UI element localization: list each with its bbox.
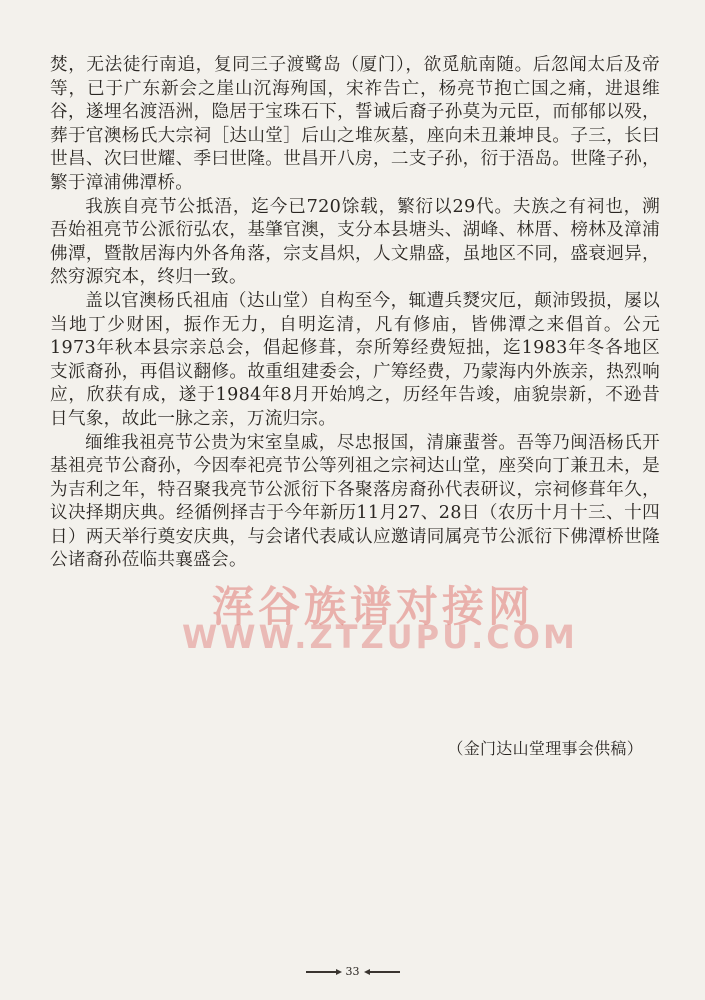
footer-ornament-left: [306, 971, 340, 973]
source-credit: （金门达山堂理事会供稿）: [447, 739, 643, 758]
footer-ornament-right: [366, 971, 400, 973]
paragraph-temple-history: 盖以官澳杨氏祖庙（达山堂）自构至今，辄遭兵燹灾厄，颠沛毁损，屡以当地丁少财困，振作无力，自明迄清，凡有修庙，皆佛潭之来倡首。公元1973年秋本县宗亲总会，倡起修葺，奈所筹经费短拙，迄1983年冬各地区支派裔孙，再倡议翻修。故重组建委会，广筹经费，乃蒙海内外族亲，热烈响应，欣获有成，遂于1984年8月开始鸠之，历经年告竣，庙貌崇新，不逊昔日气象，故此一脉之亲，万流归宗。: [50, 290, 660, 429]
watermark-url: WWW.ZTZUPU.COM: [182, 618, 578, 656]
paragraph-lineage: 我族自亮节公抵浯，迄今已720馀载，繁衍以29代。夫族之有祠也，溯吾始祖亮节公派衍弘农，基肇官澳，支分本县塘头、湖峰、林厝、榜林及漳浦佛潭，暨散居海内外各角落，宗支昌炽，人文鼎盛，虽地区不同，盛衰迥异，然穷源究本，终归一致。: [50, 196, 660, 288]
paragraph-continuation: 焚，无法徒行南追，复同三子渡鹭岛（厦门），欲觅航南随。后忽闻太后及帝等，已于广东新会之崖山沉海殉国，宋祚告亡，杨亮节抱亡国之痛，进退维谷，遂埋名渡浯洲，隐居于宝珠石下，誓诫后裔子孙莫为元臣，而郁郁以殁，葬于官澳杨氏大宗祠［达山堂］后山之堆灰墓，座向未丑兼坤艮。子三，长曰世昌、次曰世耀、季曰世隆。世昌开八房，二支子孙，衍于浯岛。世隆子孙，繁于漳浦佛潭桥。: [50, 55, 660, 193]
article-body: [50, 54, 660, 573]
page-footer: [0, 962, 705, 982]
page-number: 33: [345, 965, 360, 978]
paragraph-ceremony: 缅维我祖亮节公贵为宋室皇戚，尽忠报国，清廉蜚誉。吾等乃闽浯杨氏开基祖亮节公裔孙，今因奉祀亮节公等列祖之宗祠达山堂，座癸向丁兼丑未，是为吉利之年，特召聚我亮节公派衍下各聚落房裔孙代表研议，宗祠修葺年久，议决择期庆典。经循例择吉于今年新历11月27、28日（农历十月十三、十四日）两天举行奠安庆典，与会诸代表咸认应邀请同属亮节公派衍下佛潭桥世隆公诸裔孙莅临共襄盛会。: [50, 432, 660, 571]
watermark-text: 浑谷族谱对接网: [212, 582, 535, 631]
